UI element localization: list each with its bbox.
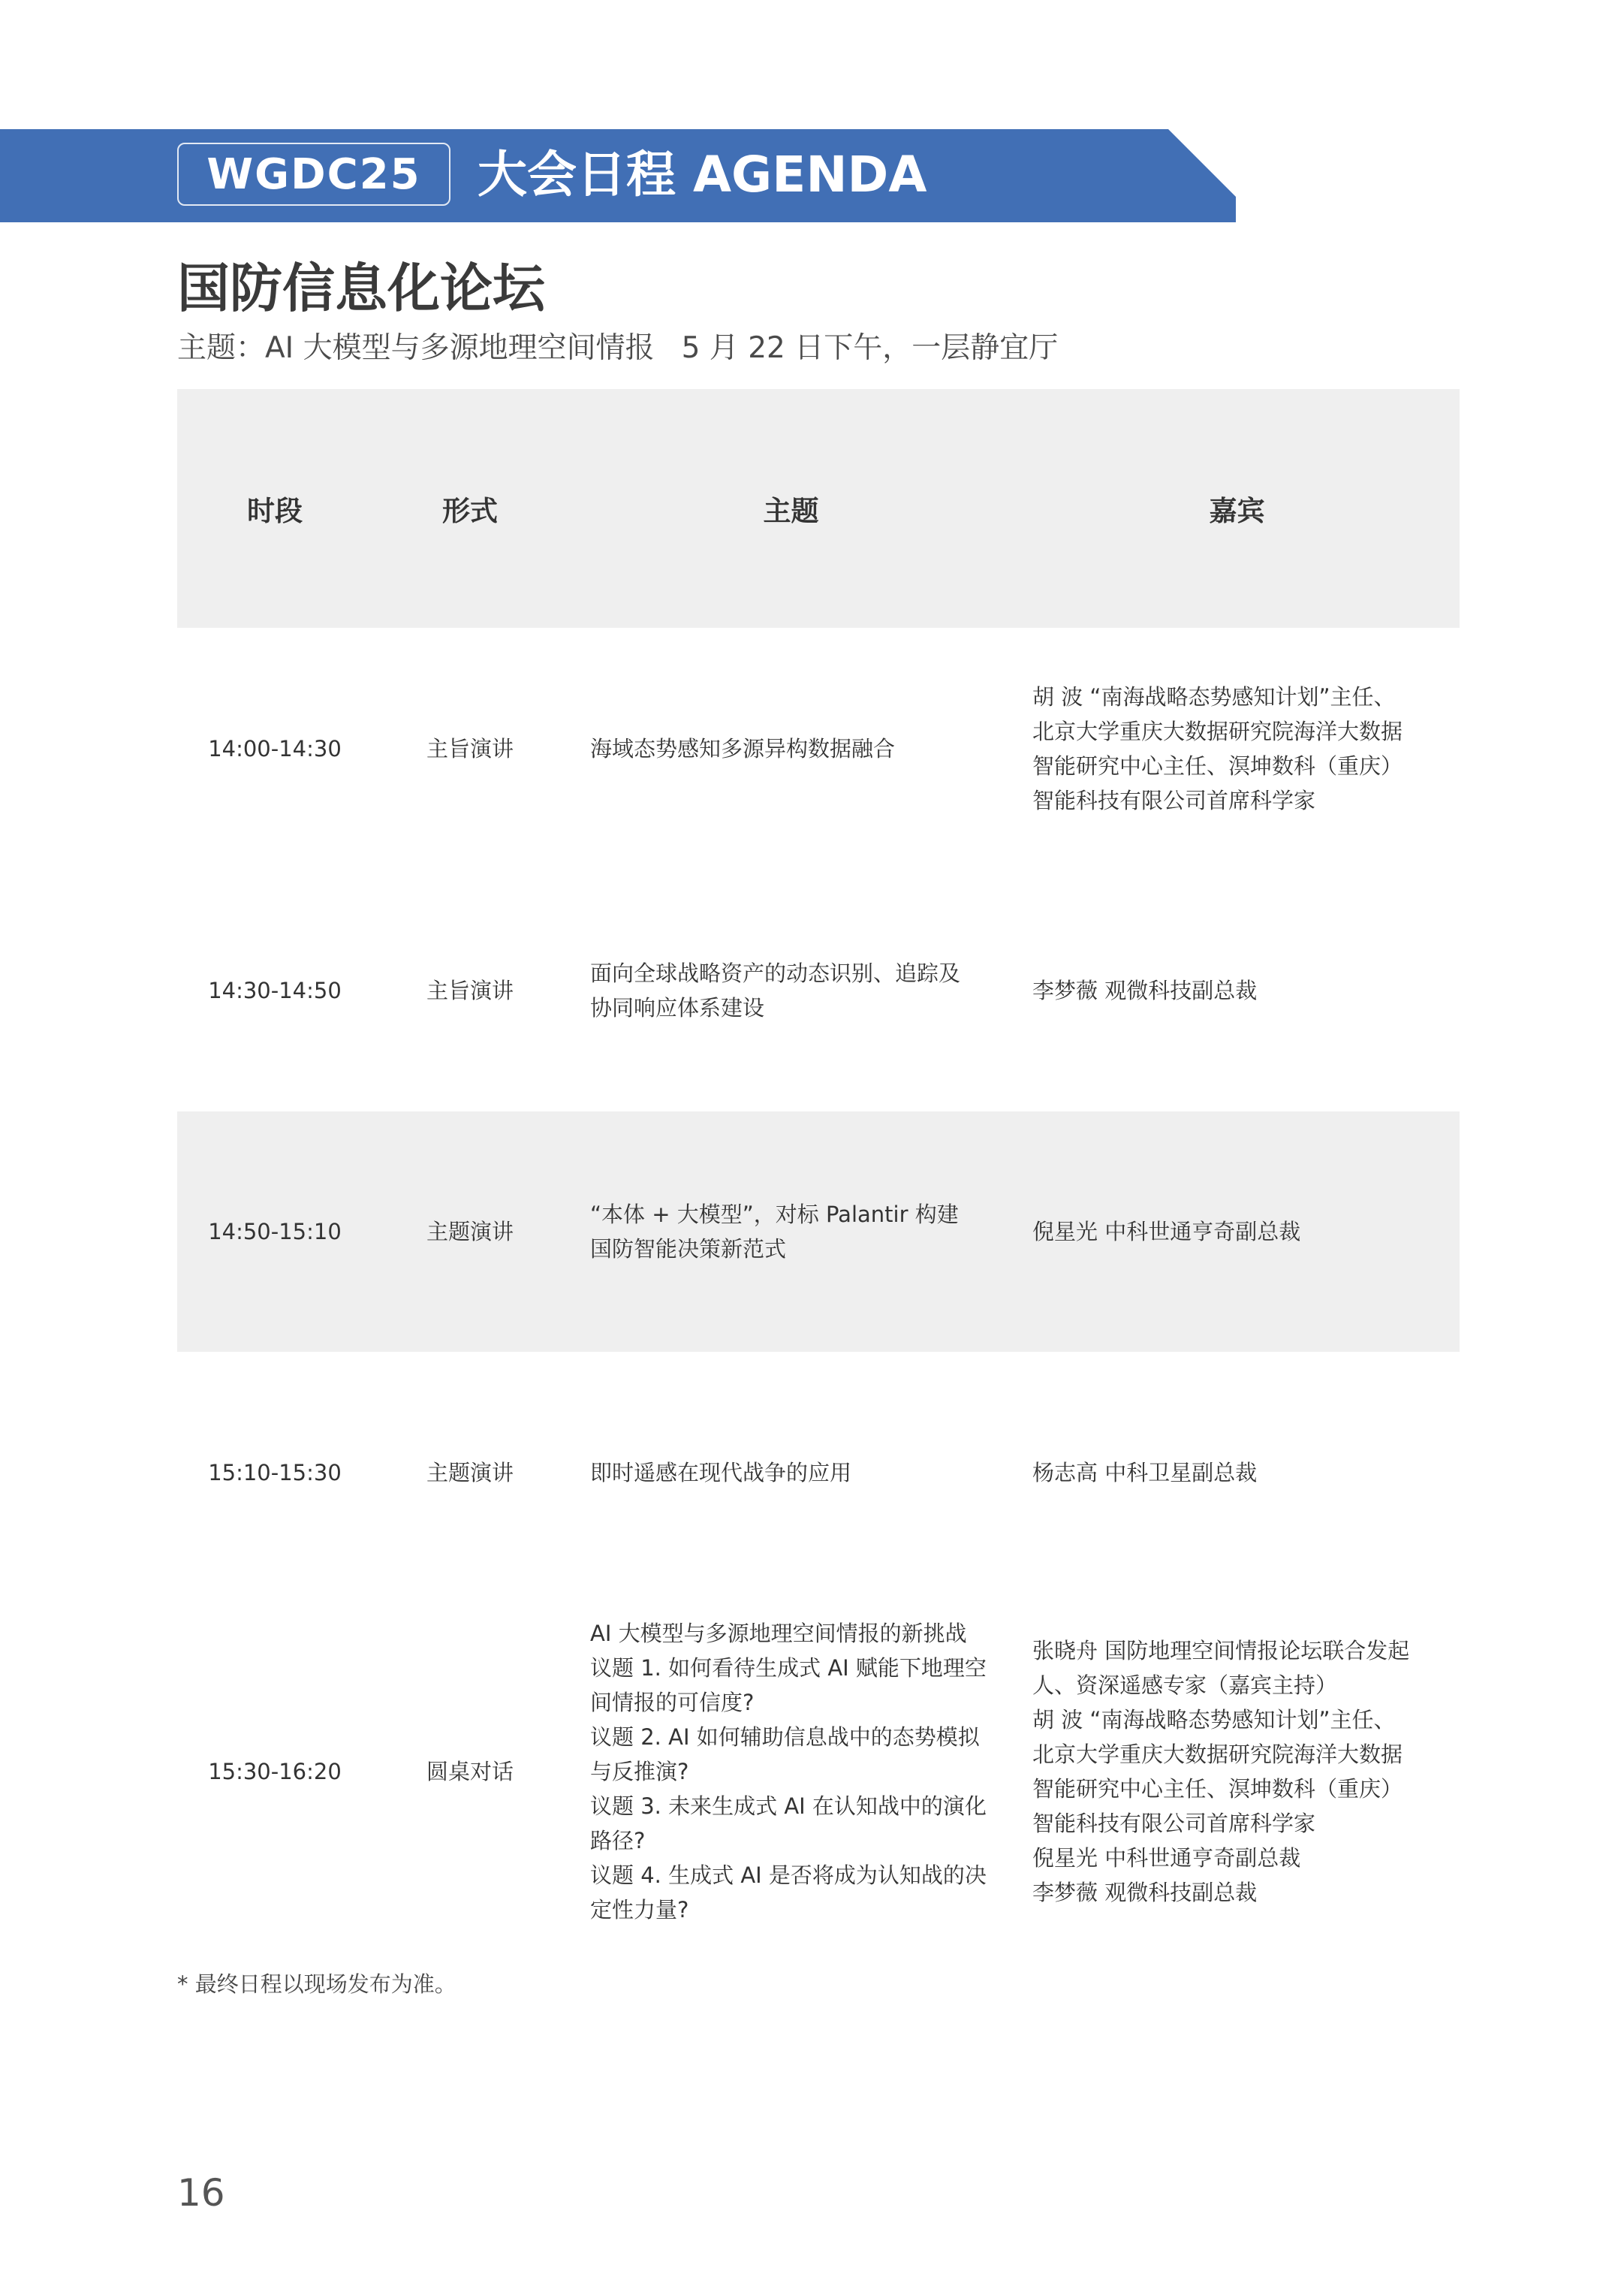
header-format: 形式: [442, 495, 498, 527]
table-header-row: [177, 389, 1460, 628]
cell-guests: [1014, 1594, 1460, 1950]
agenda-table: [177, 389, 1460, 1950]
guest-line: 倪星光 中科世通亨奇副总裁: [1032, 1845, 1301, 1871]
topic-line: 即时遥感在现代战争的应用: [590, 1460, 852, 1485]
guest-line: 倪星光 中科世通亨奇副总裁: [1032, 1219, 1301, 1244]
topic-line: 路径?: [590, 1828, 646, 1853]
guest-line: 智能科技有限公司首席科学家: [1032, 1811, 1316, 1836]
table-row: [177, 1594, 1460, 1950]
topic-line: 议题 4. 生成式 AI 是否将成为认知战的决: [590, 1862, 987, 1888]
forum-time-place: 5 月 22 日下午，一层静宜厅: [681, 331, 1059, 365]
header-topic: 主题: [763, 495, 819, 527]
cell-topic: [568, 1352, 1014, 1594]
cell-topic: [568, 1111, 1014, 1352]
cell-guests: [1014, 1111, 1460, 1352]
guest-line: 李梦薇 观微科技副总裁: [1032, 978, 1258, 1003]
cell-time: 15:10-15:30: [208, 1460, 342, 1485]
forum-title: 国防信息化论坛: [177, 258, 545, 319]
cell-time: 15:30-16:20: [208, 1759, 342, 1784]
guest-line: 北京大学重庆大数据研究院海洋大数据: [1032, 1742, 1403, 1767]
table-row: [177, 870, 1460, 1111]
guest-line: 胡 波 “南海战略态势感知计划”主任、: [1032, 684, 1396, 710]
topic-line: 定性力量?: [590, 1897, 689, 1923]
topic-line: 协同响应体系建设: [590, 995, 765, 1021]
cell-format: 主旨演讲: [426, 978, 514, 1003]
cell-format: 主旨演讲: [426, 736, 514, 762]
footnote: * 最终日程以现场发布为准。: [177, 1971, 456, 1997]
topic-line: 议题 1. 如何看待生成式 AI 赋能下地理空: [590, 1655, 987, 1681]
table-row: [177, 1111, 1460, 1352]
forum-theme: 主题：AI 大模型与多源地理空间情报: [177, 331, 655, 365]
guest-line: 北京大学重庆大数据研究院海洋大数据: [1032, 719, 1403, 744]
cell-topic: [568, 1594, 1014, 1950]
cell-time: 14:50-15:10: [208, 1219, 342, 1244]
forum-subtitle: [177, 327, 1058, 369]
header-time: 时段: [247, 495, 303, 527]
guest-line: 胡 波 “南海战略态势感知计划”主任、: [1032, 1707, 1396, 1733]
page-number: 16: [177, 2171, 225, 2215]
topic-line: 海域态势感知多源异构数据融合: [590, 736, 896, 762]
topic-line: 面向全球战略资产的动态识别、追踪及: [590, 961, 961, 986]
topic-line: “本体 + 大模型”，对标 Palantir 构建: [590, 1202, 959, 1227]
cell-guests: [1014, 1352, 1460, 1594]
topic-line: 议题 2. AI 如何辅助信息战中的态势模拟: [590, 1724, 980, 1750]
cell-format: 圆桌对话: [426, 1759, 514, 1784]
guest-line: 智能科技有限公司首席科学家: [1032, 788, 1316, 813]
topic-line: 议题 3. 未来生成式 AI 在认知战中的演化: [590, 1793, 987, 1819]
table-row: [177, 628, 1460, 870]
cell-topic: [568, 628, 1014, 870]
guest-line: 智能研究中心主任、溟坤数科（重庆）: [1032, 1776, 1403, 1802]
cell-format: 主题演讲: [426, 1460, 514, 1485]
guest-line: 杨志高 中科卫星副总裁: [1032, 1460, 1258, 1485]
topic-line: 国防智能决策新范式: [590, 1236, 787, 1262]
header-guests: 嘉宾: [1209, 495, 1265, 527]
topic-line: AI 大模型与多源地理空间情报的新挑战: [590, 1621, 967, 1646]
cell-guests: [1014, 628, 1460, 870]
wgdc-logo: WGDC25: [177, 143, 450, 206]
guest-line: 智能研究中心主任、溟坤数科（重庆）: [1032, 753, 1403, 779]
guest-line: 李梦薇 观微科技副总裁: [1032, 1880, 1258, 1905]
guest-line: 人、资深遥感专家（嘉宾主持）: [1032, 1672, 1338, 1698]
guest-line: 张晓舟 国防地理空间情报论坛联合发起: [1032, 1638, 1410, 1663]
topic-line: 间情报的可信度?: [590, 1690, 755, 1715]
table-row: [177, 1352, 1460, 1594]
cell-time: 14:30-14:50: [208, 978, 342, 1003]
cell-time: 14:00-14:30: [208, 736, 342, 762]
topic-line: 与反推演?: [590, 1759, 689, 1784]
cell-format: 主题演讲: [426, 1219, 514, 1244]
cell-topic: [568, 870, 1014, 1111]
cell-guests: [1014, 870, 1460, 1111]
agenda-heading: 大会日程 AGENDA: [478, 146, 927, 204]
